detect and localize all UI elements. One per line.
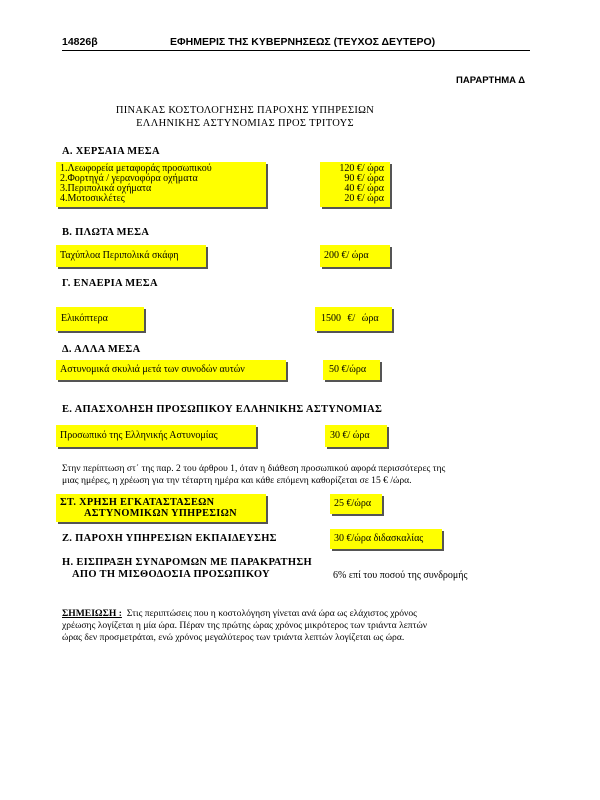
section-h-heading bbox=[62, 557, 312, 581]
list-item bbox=[60, 194, 262, 204]
section-a-items-box bbox=[56, 162, 266, 207]
annex-label: ΠΑΡΑΡΤΗΜΑ Δ bbox=[456, 75, 526, 86]
price: 30 €/ώρα διδασκαλίας bbox=[334, 533, 424, 544]
section-h-heading-line-2: ΑΠΟ ΤΗ ΜΙΣΘΟΔΟΣΙΑ ΠΡΟΣΩΠΙΚΟΥ bbox=[72, 569, 270, 580]
price: 50 €/ώρα bbox=[329, 364, 367, 375]
price: 120 €/ ώρα bbox=[339, 163, 384, 174]
item-number: 4. bbox=[60, 193, 68, 204]
section-c-label-box bbox=[56, 307, 144, 331]
section-st-price-box bbox=[330, 494, 382, 514]
item-number: 3. bbox=[60, 183, 68, 194]
price: 20 €/ ώρα bbox=[344, 193, 384, 204]
section-a-prices-box bbox=[320, 162, 390, 207]
price: 25 €/ώρα bbox=[334, 498, 372, 509]
section-h-heading-line-1: Η. ΕΙΣΠΡΑΞΗ ΣΥΝΔΡΟΜΩΝ ΜΕ ΠΑΡΑΚΡΑΤΗΣΗ bbox=[62, 557, 312, 568]
item-label: Περιπολικά οχήματα bbox=[67, 183, 152, 194]
price: 200 €/ ώρα bbox=[324, 250, 369, 261]
footnote-line-1: Στις περιπτώσεις που η κοστολόγηση γίνεται ανά ώρα ως ελάχιστος χρόνος bbox=[126, 608, 417, 619]
section-st-heading-line-2: ΑΣΤΥΝΟΜΙΚΩΝ ΥΠΗΡΕΣΙΩΝ bbox=[84, 508, 237, 519]
section-e-price-box bbox=[325, 425, 387, 447]
item-label: Αστυνομικά σκυλιά μετά των συνοδών αυτών bbox=[60, 364, 245, 375]
section-h-value: 6% επί του ποσού της συνδρομής bbox=[333, 570, 468, 581]
price: 40 €/ ώρα bbox=[344, 183, 384, 194]
item-label: Ελικόπτερα bbox=[61, 313, 108, 324]
item-label: Λεωφορεία μεταφοράς προσωπικού bbox=[67, 163, 212, 174]
footnote bbox=[62, 608, 542, 644]
section-a-heading: Α. ΧΕΡΣΑΙΑ ΜΕΣΑ bbox=[62, 146, 160, 157]
section-b-price-box bbox=[320, 245, 390, 267]
section-st-box bbox=[56, 494, 266, 522]
section-e-heading: Ε. ΑΠΑΣΧΟΛΗΣΗ ΠΡΟΣΩΠΙΚΟΥ ΕΛΛΗΝΙΚΗΣ ΑΣΤΥΝΟΜΙΑΣ bbox=[62, 404, 383, 415]
section-b-heading: Β. ΠΛΩΤΑ ΜΕΣΑ bbox=[62, 227, 150, 238]
note-line-1: Στην περίπτωση στ΄ της παρ. 2 του άρθρου 1, όταν η διάθεση προσωπικού αφορά περισσότερες της bbox=[62, 463, 446, 474]
title-line-1: ΠΙΝΑΚΑΣ ΚΟΣΤΟΛΟΓΗΣΗΣ ΠΑΡΟΧΗΣ ΥΠΗΡΕΣΙΩΝ bbox=[115, 105, 375, 116]
section-d-heading: Δ. ΑΛΛΑ ΜΕΣΑ bbox=[62, 344, 141, 355]
footnote-label: ΣΗΜΕΙΩΣΗ : bbox=[62, 608, 122, 619]
item-label: Προσωπικό της Ελληνικής Αστυνομίας bbox=[60, 430, 218, 441]
price: 1500 €/ ώρα bbox=[321, 313, 379, 324]
section-z-heading: Ζ. ΠΑΡΟΧΗ ΥΠΗΡΕΣΙΩΝ ΕΚΠΑΙΔΕΥΣΗΣ bbox=[62, 533, 277, 544]
item-label: Φορτηγά / γερανοφόρα οχήματα bbox=[67, 173, 198, 184]
item-number: 1. bbox=[60, 163, 68, 174]
section-d-price-box bbox=[323, 360, 380, 380]
footnote-line-3: ώρας δεν προσμετράται, ενώ χρόνος μεγαλύτερος των τριάντα λεπτών λογίζεται ως ώρα. bbox=[62, 632, 405, 643]
title-line-2: ΕΛΛΗΝΙΚΗΣ ΑΣΤΥΝΟΜΙΑΣ ΠΡΟΣ ΤΡΙΤΟΥΣ bbox=[136, 118, 354, 129]
header-rule bbox=[62, 50, 530, 51]
section-e-label-box bbox=[56, 425, 256, 447]
page-number: 14826β bbox=[62, 36, 98, 48]
section-st-heading-line-1: ΣΤ. ΧΡΗΣΗ ΕΓΚΑΤΑΣΤΑΣΕΩΝ bbox=[60, 497, 215, 508]
page-title bbox=[90, 104, 400, 130]
item-label: Μοτοσικλέτες bbox=[67, 193, 125, 204]
price: 30 €/ ώρα bbox=[330, 430, 370, 441]
item-number: 2. bbox=[60, 173, 68, 184]
price: 90 €/ ώρα bbox=[344, 173, 384, 184]
section-z-price-box bbox=[330, 529, 442, 549]
item-label: Ταχύπλοα Περιπολικά σκάφη bbox=[60, 250, 179, 261]
section-e-note bbox=[62, 463, 542, 487]
section-d-label-box bbox=[56, 360, 286, 380]
gazette-title: ΕΦΗΜΕΡΙΣ ΤΗΣ ΚΥΒΕΡΝΗΣΕΩΣ (ΤΕΥΧΟΣ ΔΕΥΤΕΡΟ) bbox=[170, 36, 436, 48]
footnote-line-2: χρέωσης λογίζεται η μία ώρα. Πέραν της πρώτης ώρας χρόνος μικρότερος των τριάντα λεπτών bbox=[62, 620, 428, 631]
section-c-price-box bbox=[315, 307, 392, 331]
section-b-label-box bbox=[56, 245, 206, 267]
note-line-2: μιας ημέρες, η χρέωση για την τέταρτη ημέρα και κάθε επόμενη καθορίζεται σε 15 € /ώρα. bbox=[62, 475, 412, 486]
section-c-heading: Γ. ΕΝΑΕΡΙΑ ΜΕΣΑ bbox=[62, 278, 158, 289]
